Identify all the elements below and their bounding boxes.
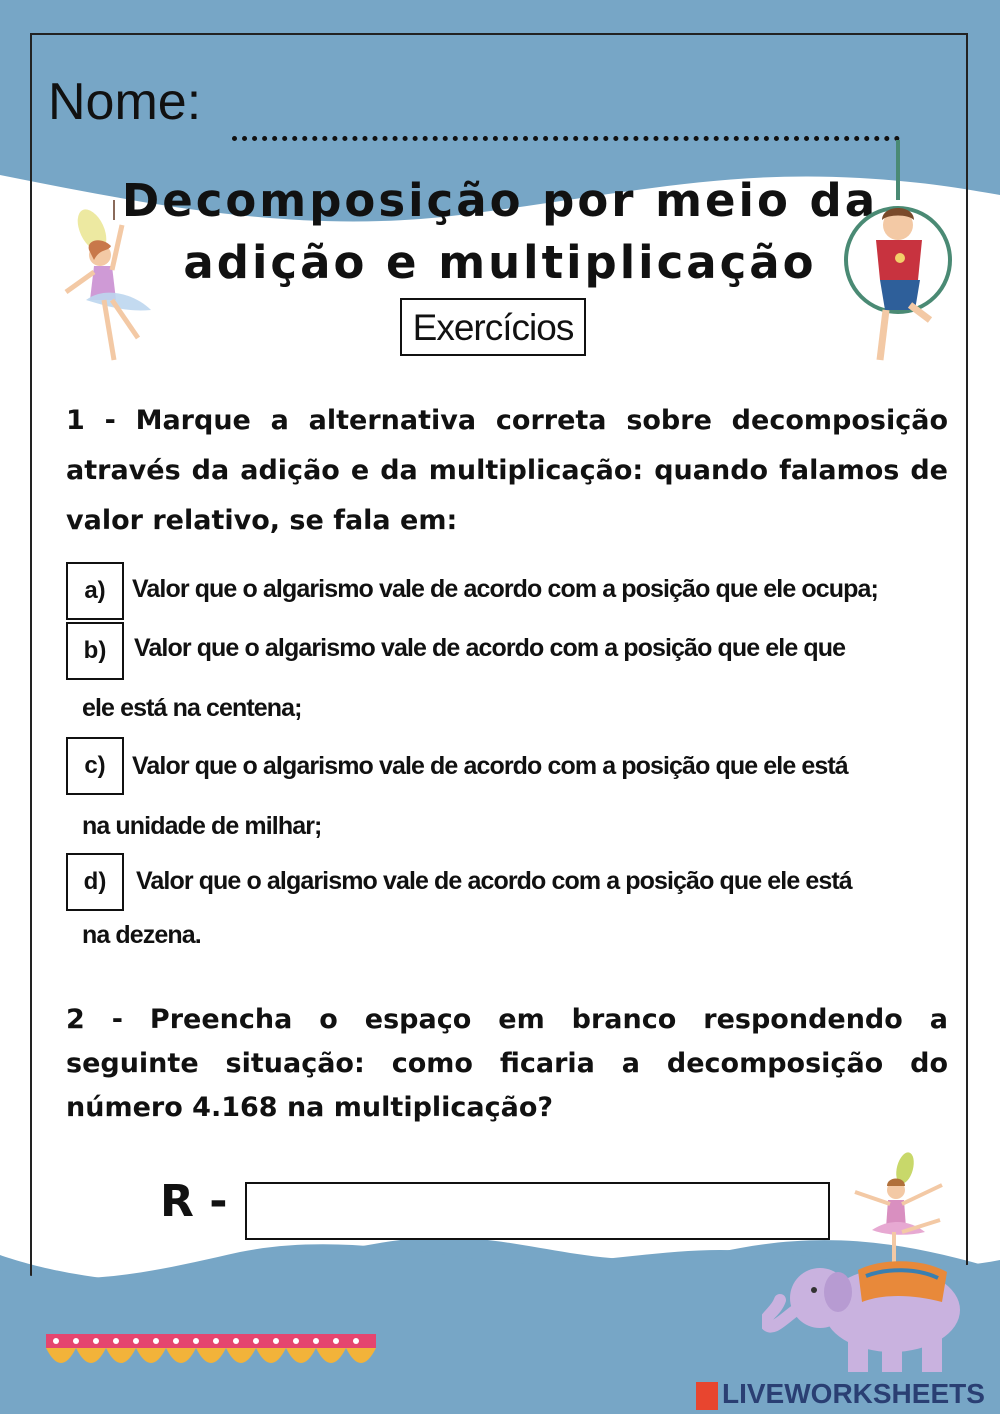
circus-garland-icon [46, 1334, 376, 1380]
page-title [100, 170, 900, 294]
option-d-letter: d) [83, 868, 107, 895]
option-c-letter: c) [84, 752, 106, 779]
fairy-illustration [56, 200, 166, 370]
liveworksheets-logo [696, 1378, 985, 1410]
option-a-text: Valor que o algarismo vale de acordo com a posição que ele ocupa; [132, 575, 878, 603]
elephant-illustration [762, 1250, 972, 1380]
option-c-text: Valor que o algarismo vale de acordo com a posição que ele está [132, 752, 848, 780]
liveworksheets-badge-icon [696, 1382, 718, 1410]
hoop-acrobat-illustration [840, 140, 960, 370]
option-c-checkbox[interactable] [66, 737, 124, 795]
option-a-letter: a) [84, 577, 106, 604]
option-d-text-continued: na dezena. [82, 921, 201, 949]
option-b-checkbox[interactable] [66, 622, 124, 680]
option-b-text: Valor que o algarismo vale de acordo com a posição que ele que [134, 634, 846, 662]
option-a-checkbox[interactable] [66, 562, 124, 620]
subtitle-exercicios: Exercícios [400, 298, 586, 356]
option-c-text-continued: na unidade de milhar; [82, 812, 322, 840]
question-2-text: 2 - Preencha o espaço em branco respondendo a seguinte situação: como ficaria a decomposição do número 4.168 na multiplicação? [66, 1004, 948, 1123]
option-b-text-continued: ele está na centena; [82, 694, 302, 722]
name-input-line[interactable] [232, 112, 900, 141]
option-b-letter: b) [83, 637, 107, 664]
title-line-1: Decomposição por meio da [121, 174, 879, 227]
option-d-text: Valor que o algarismo vale de acordo com a posição que ele está [136, 867, 852, 895]
option-d-checkbox[interactable] [66, 853, 124, 911]
name-label: Nome: [48, 73, 202, 131]
title-line-2: adição e multiplicação [183, 236, 817, 289]
question-1-text: 1 - Marque a alternativa correta sobre decomposição através da adição e da multiplicação: quando falamos de valor relativo, se fala em: [66, 405, 948, 536]
answer-label: R - [160, 1176, 228, 1227]
brand-text: LIVEWORKSHEETS [722, 1378, 985, 1409]
